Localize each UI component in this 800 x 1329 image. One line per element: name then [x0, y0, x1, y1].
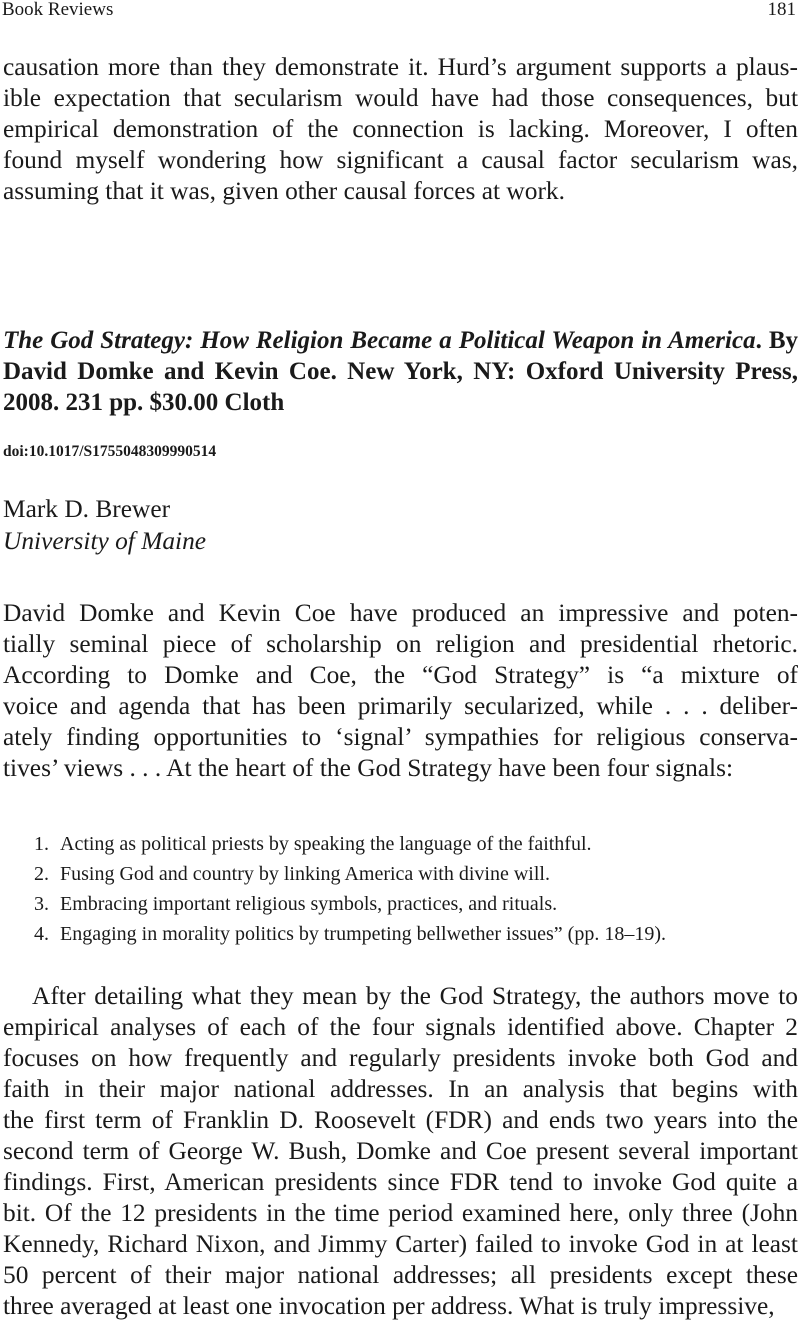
- four-signals-list: [34, 829, 800, 949]
- text-line: bit. Of the 12 presidents in the time period examined here, only three (John: [3, 1199, 798, 1227]
- text-line: tially seminal piece of scholarship on religion and presidential rhetoric.: [3, 630, 798, 658]
- list-number: 4.: [34, 923, 49, 945]
- book-title: The God Strategy: How Religion Became a Political Weapon in America: [3, 327, 756, 354]
- list-number: 2.: [34, 863, 49, 885]
- text-line: second term of George W. Bush, Domke and Coe present several important: [3, 1137, 798, 1165]
- running-head: [0, 0, 800, 22]
- list-number: 1.: [34, 833, 49, 855]
- text-line: the first term of Franklin D. Roosevelt (FDR) and ends two years into the: [3, 1106, 798, 1134]
- list-item: [34, 889, 800, 919]
- list-item: [34, 829, 800, 859]
- text-line: tives’ views . . . At the heart of the God Strategy have been four signals:: [3, 754, 734, 782]
- list-item-text: Engaging in morality politics by trumpeting bellwether issues” (pp. 18–19).: [60, 923, 667, 945]
- previous-review-ending: [3, 52, 798, 207]
- reviewer-name: Mark D. Brewer: [3, 495, 171, 523]
- list-number: 3.: [34, 893, 49, 915]
- list-item-text: Embracing important religious symbols, practices, and rituals.: [60, 893, 558, 915]
- intro-paragraph: [3, 598, 798, 784]
- text-line: three averaged at least one invocation per address. What is truly impressive,: [3, 1292, 775, 1320]
- text-line: faith in their major national addresses. In an analysis that begins with: [3, 1075, 798, 1103]
- text-line: empirical demonstration of the connection is lacking. Moreover, I often: [3, 115, 798, 143]
- text-line: ible expectation that secularism would have had those consequences, but: [3, 84, 798, 112]
- text-line: 50 percent of their major national addresses; all presidents except these: [3, 1261, 798, 1289]
- page-number: 181: [767, 0, 796, 20]
- text-line: David Domke and Kevin Coe have produced an impressive and poten-: [3, 599, 798, 627]
- text-line: assuming that it was, given other causal forces at work.: [3, 177, 565, 205]
- text-line: After detailing what they mean by the God Strategy, the authors move to: [32, 982, 798, 1010]
- text-line: According to Domke and Coe, the “God Strategy” is “a mixture of: [3, 661, 798, 689]
- text-line: found myself wondering how significant a causal factor secularism was,: [3, 146, 798, 174]
- text-line: empirical analyses of each of the four signals identified above. Chapter 2: [3, 1013, 798, 1041]
- book-publication-details: . By David Domke and Kevin Coe. New York, NY: Oxford University Press, 2008. 231 pp. $30.00 Cloth: [3, 327, 798, 416]
- list-item: [34, 859, 800, 889]
- text-line: ately finding opportunities to ‘signal’ sympathies for religious conserva-: [3, 723, 798, 751]
- analysis-paragraph: [3, 981, 798, 1322]
- list-item: [34, 919, 800, 949]
- book-citation: [3, 325, 798, 418]
- section-title: Book Reviews: [2, 0, 114, 20]
- text-line: voice and agenda that has been primarily secularized, while . . . deliber-: [3, 692, 798, 720]
- text-line: causation more than they demonstrate it. Hurd’s argument supports a plaus-: [3, 53, 798, 81]
- text-line: focuses on how frequently and regularly presidents invoke both God and: [3, 1044, 798, 1072]
- doi: doi:10.1017/S1755048309990514: [3, 443, 217, 460]
- list-item-text: Acting as political priests by speaking the language of the faithful.: [60, 833, 592, 855]
- text-line: Kennedy, Richard Nixon, and Jimmy Carter) failed to invoke God in at least: [3, 1230, 798, 1258]
- list-item-text: Fusing God and country by linking America with divine will.: [60, 863, 550, 885]
- reviewer-affiliation: University of Maine: [3, 527, 207, 555]
- text-line: findings. First, American presidents since FDR tend to invoke God quite a: [3, 1168, 798, 1196]
